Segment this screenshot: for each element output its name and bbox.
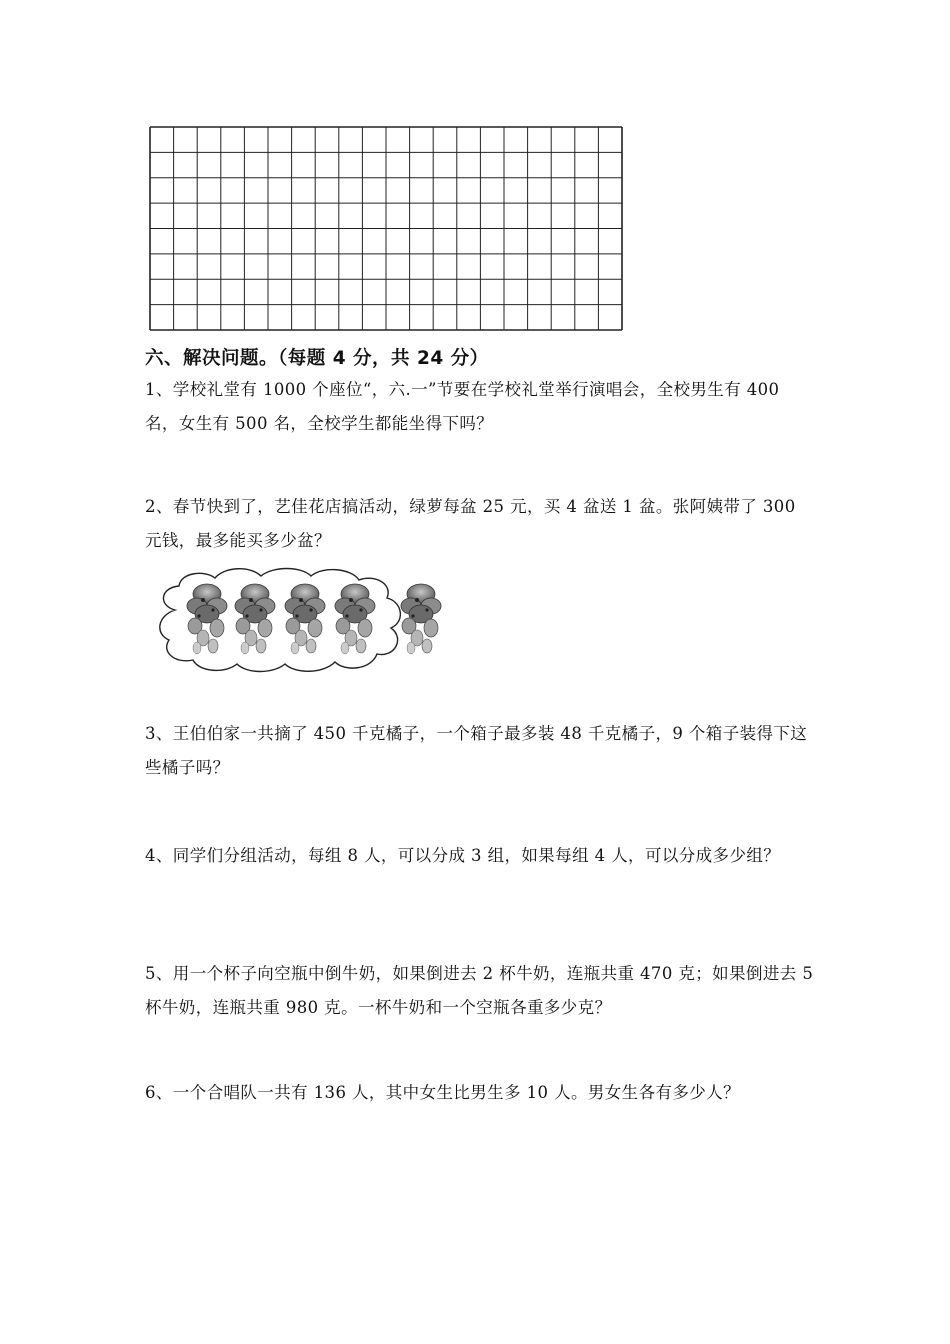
question-6: 6、一个合唱队一共有 136 人，其中女生比男生多 10 人。男女生各有多少人？ — [145, 1083, 740, 1102]
grid-lines — [149, 126, 623, 331]
question-2: 2、春节快到了，艺佳花店搞活动，绿萝每盆 25 元，买 4 盆送 1 盆。张阿姨带了 300 元钱，最多能买多少盆？ — [145, 497, 796, 550]
plants-svg — [155, 566, 455, 678]
question-5: 5、用一个杯子向空瓶中倒牛奶，如果倒进去 2 杯牛奶，连瓶共重 470 克；如果倒进去 5 杯牛奶，连瓶共重 980 克。一杯牛奶和一个空瓶各重多少克？ — [145, 964, 814, 1017]
question-1: 1、学校礼堂有 1000 个座位“，六.一”节要在学校礼堂举行演唱会，全校男生有 400 名，女生有 500 名，全校学生都能坐得下吗？ — [145, 380, 780, 433]
answer-grid — [149, 126, 623, 331]
question-4: 4、同学们分组活动，每组 8 人，可以分成 3 组，如果每组 4 人，可以分成多少组？ — [145, 846, 781, 865]
question-3: 3、王伯伯家一共摘了 450 千克橘子，一个箱子最多装 48 千克橘子，9 个箱子装得下这些橘子吗？ — [145, 724, 808, 777]
section-title: 六、解决问题。（每题 4 分，共 24 分） — [145, 348, 489, 369]
flower-pots-illustration — [155, 566, 455, 678]
